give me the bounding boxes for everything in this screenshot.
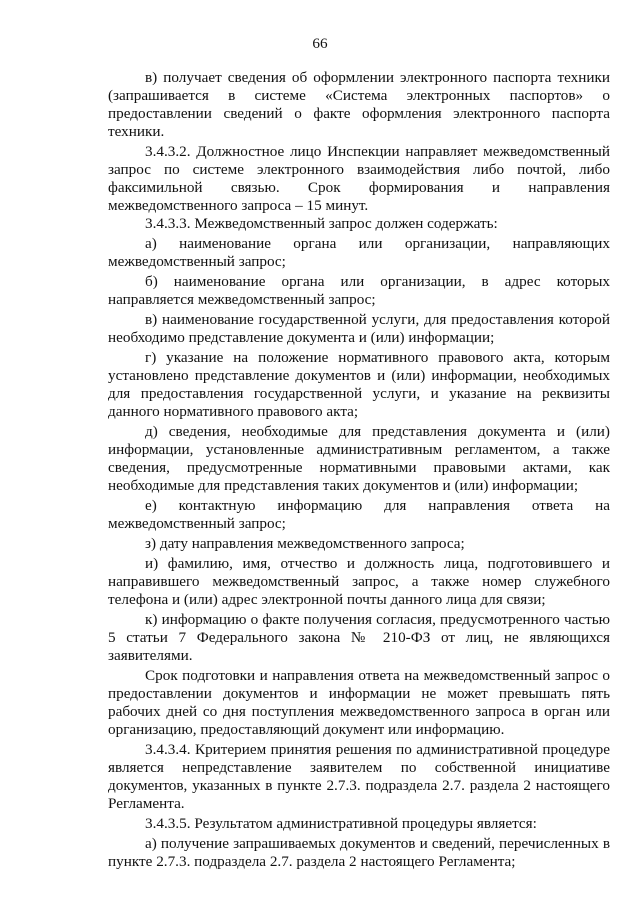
paragraph: д) сведения, необходимые для представления документа и (или) информации, установленные административным регламентом, а также сведения, предусмотренные нормативными правовыми актами, как необходимые для представления таких документов и (или) информации;	[108, 423, 610, 494]
paragraph: 3.4.3.2. Должностное лицо Инспекции направляет межведомственный запрос по системе электронного взаимодействия либо почтой, либо факсимильной связью. Срок формирования и направления межведомственного запроса – 15 минут.	[108, 143, 610, 214]
page-number: 66	[312, 35, 328, 52]
paragraph: е) контактную информацию для направления ответа на межведомственный запрос;	[108, 497, 610, 532]
paragraph: 3.4.3.3. Межведомственный запрос должен содержать:	[145, 215, 498, 232]
paragraph: к) информацию о факте получения согласия, предусмотренного частью 5 статьи 7 Федерального закона № 210-ФЗ от лиц, не являющихся заявителями.	[108, 611, 610, 664]
paragraph: а) наименование органа или организации, направляющих межведомственный запрос;	[108, 235, 610, 270]
paragraph: 3.4.3.5. Результатом административной процедуры является:	[145, 815, 537, 832]
body-text	[108, 69, 610, 871]
paragraph: б) наименование органа или организации, в адрес которых направляется межведомственный запрос;	[108, 273, 610, 308]
paragraph: Срок подготовки и направления ответа на межведомственный запрос о предоставлении документов и информации не может превышать пять рабочих дней со дня поступления межведомственного запроса в орган или организацию, предоставляющий документ или информацию.	[108, 667, 610, 738]
paragraph: а) получение запрашиваемых документов и сведений, перечисленных в пункте 2.7.3. подраздела 2.7. раздела 2 настоящего Регламента;	[108, 835, 610, 870]
paragraph: з) дату направления межведомственного запроса;	[145, 535, 465, 552]
paragraph: г) указание на положение нормативного правового акта, которым установлено представление документов и (или) информации, необходимых для предоставления государственной услуги, и указание на реквизиты данного нормативного правового акта;	[108, 349, 610, 420]
paragraph: и) фамилию, имя, отчество и должность лица, подготовившего и направившего межведомственный запрос, а также номер служебного телефона и (или) адрес электронной почты данного лица для связи;	[108, 555, 610, 608]
paragraph: в) наименование государственной услуги, для предоставления которой необходимо представление документа и (или) информации;	[108, 311, 610, 346]
paragraph: в) получает сведения об оформлении электронного паспорта техники (запрашивается в системе «Система электронных паспортов» о предоставлении сведений о факте оформления электронного паспорта техники.	[108, 69, 610, 140]
paragraph: 3.4.3.4. Критерием принятия решения по административной процедуре является непредставление заявителем по собственной инициативе документов, указанных в пункте 2.7.3. подраздела 2.7. раздела 2 настоящего Регламента.	[108, 741, 610, 812]
